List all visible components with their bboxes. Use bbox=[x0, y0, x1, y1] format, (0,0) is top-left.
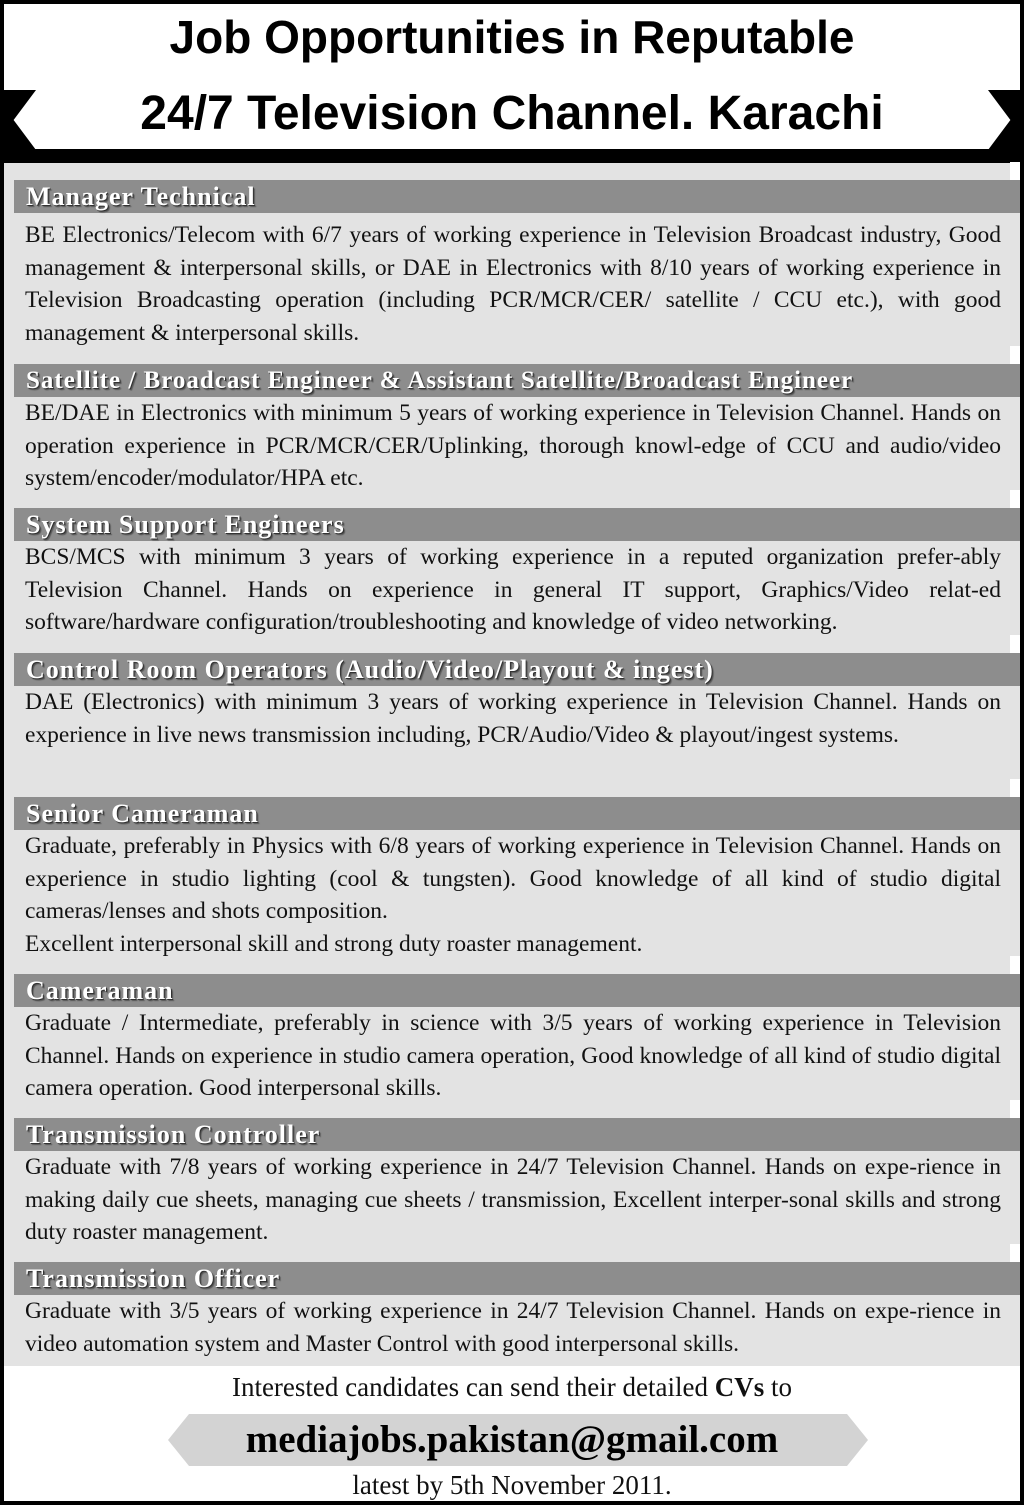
application-footer bbox=[4, 1366, 1020, 1501]
job-title: Manager Technical bbox=[14, 180, 1020, 213]
job-description: BE/DAE in Electronics with minimum 5 years of working experience in Television Channel. Hands on operation experience in PCR/MCR/CER/Uplinking, thorough knowl-edge of CCU and audio/video system/encoder/modulator/HPA etc. bbox=[25, 400, 1001, 491]
application-deadline: latest by 5th November 2011. bbox=[352, 1470, 672, 1500]
job-description: BCS/MCS with minimum 3 years of working experience in a reputed organization prefer-ably Television Channel. Hands on experience in general IT support, Graphics/Video relat-ed software/hardware configuration/troubleshooting and knowledge of video networking. bbox=[25, 544, 1001, 635]
section-stripe bbox=[1010, 956, 1020, 974]
section-stripe bbox=[1010, 1244, 1020, 1262]
application-instructions bbox=[4, 1372, 1020, 1403]
job-title: Cameraman bbox=[14, 974, 1020, 1007]
job-listings bbox=[4, 163, 1020, 1366]
headline-line-1: Job Opportunities in Reputable bbox=[169, 11, 855, 63]
contact-email[interactable]: mediajobs.pakistan@gmail.com bbox=[245, 1418, 779, 1461]
instructions-suffix: to bbox=[764, 1372, 793, 1402]
job-section bbox=[14, 974, 1020, 1105]
section-stripe bbox=[1010, 779, 1020, 797]
job-title: Control Room Operators (Audio/Video/Playout & ingest) bbox=[14, 653, 1020, 686]
section-stripe bbox=[1010, 1100, 1020, 1118]
job-description: Graduate with 7/8 years of working experience in 24/7 Television Channel. Hands on expe-rience in making daily cue sheets, managing cue sheets / transmission, Excellent interper-sonal skills and strong duty roaster management. bbox=[25, 1154, 1001, 1245]
job-description: Graduate / Intermediate, preferably in science with 3/5 years of working experience in Television Channel. Hands on experience in studio camera operation, Good knowledge of all kind of studio digital camera operation. Good interpersonal skills. bbox=[25, 1010, 1001, 1101]
job-description-extra: Excellent interpersonal skill and strong duty roaster management. bbox=[25, 930, 643, 957]
job-section bbox=[14, 797, 1020, 960]
section-stripe bbox=[1010, 490, 1020, 508]
job-description: DAE (Electronics) with minimum 3 years of working experience in Television Channel. Hands on experience in live news transmission including, PCR/Audio/Video & playout/ingest systems. bbox=[25, 689, 1001, 748]
job-title: Satellite / Broadcast Engineer & Assistant Satellite/Broadcast Engineer bbox=[14, 364, 1020, 397]
job-title: Transmission Officer bbox=[14, 1262, 1020, 1295]
job-title: Senior Cameraman bbox=[14, 797, 1020, 830]
job-section bbox=[14, 508, 1020, 639]
job-advertisement bbox=[4, 4, 1020, 1501]
job-description: BE Electronics/Telecom with 6/7 years of working experience in Television Broadcast industry, Good management & interpersonal skills, or DAE in Electronics with 8/10 years of working experience in Television Broadcasting operation (including PCR/MCR/CER/ satellite / CCU etc.), with good management & interpersonal skills. bbox=[25, 222, 1001, 346]
job-section bbox=[14, 1118, 1020, 1249]
job-title: System Support Engineers bbox=[14, 508, 1020, 541]
section-stripe bbox=[1010, 635, 1020, 653]
job-description: Graduate, preferably in Physics with 6/8 years of working experience in Television Channel. Hands on experience in studio lighting (cool & tungsten). Good knowledge of all kind of studio digital cameras/lenses and shots composition. bbox=[25, 833, 1001, 924]
job-section bbox=[14, 1262, 1020, 1360]
section-stripe bbox=[1010, 162, 1020, 180]
job-section bbox=[14, 364, 1020, 495]
headline-line-2: 24/7 Television Channel. Karachi bbox=[140, 87, 884, 140]
section-stripe bbox=[1010, 346, 1020, 364]
job-description: Graduate with 3/5 years of working experience in 24/7 Television Channel. Hands on expe-rience in video automation system and Master Control with good interpersonal skills. bbox=[25, 1298, 1001, 1357]
header-divider bbox=[4, 149, 1020, 163]
job-section bbox=[14, 653, 1020, 751]
job-section bbox=[14, 180, 1020, 349]
ad-header bbox=[4, 4, 1020, 149]
job-title: Transmission Controller bbox=[14, 1118, 1020, 1151]
instructions-bold: CVs bbox=[714, 1372, 765, 1402]
instructions-text: Interested candidates can send their detailed bbox=[231, 1372, 715, 1402]
